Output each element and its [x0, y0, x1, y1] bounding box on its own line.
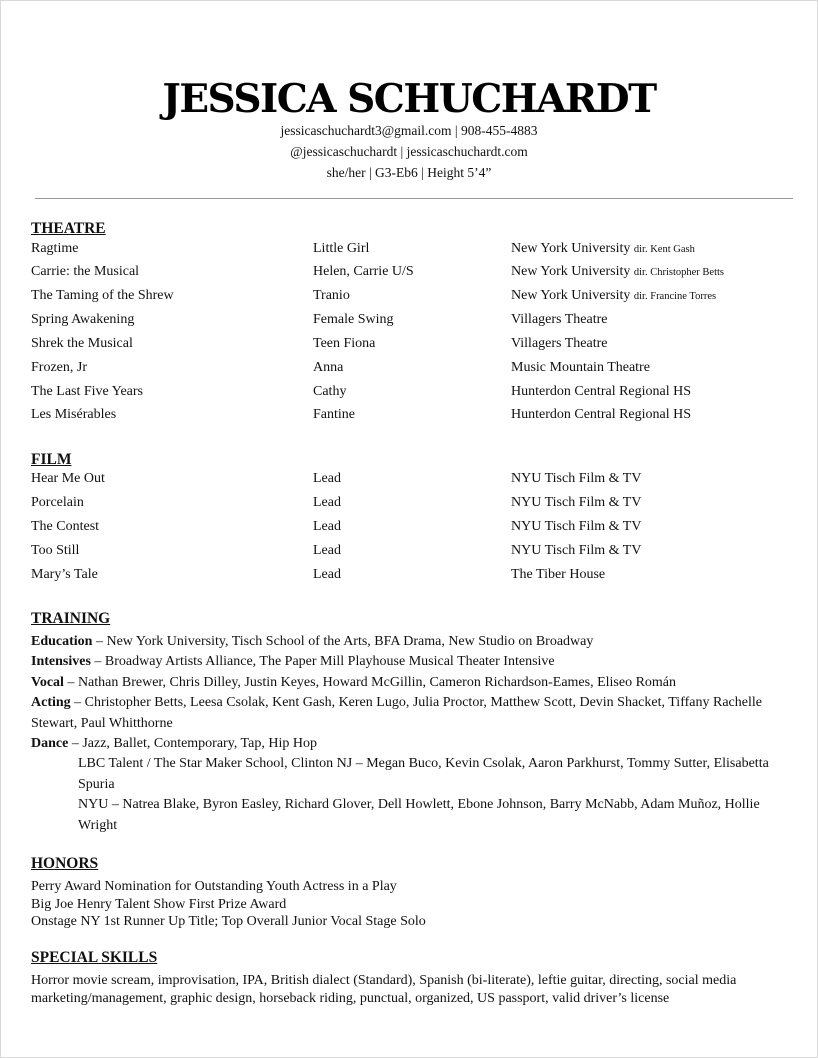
- venue: New York University dir. Christopher Betts: [511, 264, 725, 279]
- role: Anna: [313, 360, 344, 375]
- role: Little Girl: [313, 241, 370, 256]
- director: dir. Francine Torres: [633, 291, 717, 302]
- theatre-heading: THEATRE: [31, 220, 106, 237]
- film-title: Too Still: [31, 543, 80, 558]
- role: Lead: [313, 519, 341, 534]
- show-title: The Taming of the Shrew: [31, 288, 174, 303]
- venue: Hunterdon Central Regional HS: [511, 384, 692, 399]
- header-divider: [35, 198, 793, 199]
- film-title: The Contest: [31, 519, 100, 534]
- training-education: Education – New York University, Tisch School of the Arts, BFA Drama, New Studio on Broadway: [31, 634, 594, 649]
- training-block: [31, 632, 791, 836]
- training-vocal: Vocal – Nathan Brewer, Chris Dilley, Justin Keyes, Howard McGillin, Cameron Richardson-Eames, Eliseo Román: [31, 674, 677, 690]
- show-title: Spring Awakening: [31, 312, 135, 327]
- training-dance-nyu: NYU – Natrea Blake, Byron Easley, Richard Glover, Dell Howlett, Ebone Johnson, Barry McNabb, Adam Muñoz, Hollie Wright: [78, 797, 760, 833]
- film-row: [0, 495, 818, 515]
- film-row: [0, 543, 818, 563]
- training-heading: TRAINING: [31, 610, 111, 627]
- role: Teen Fiona: [313, 336, 376, 351]
- theatre-row: [0, 241, 818, 261]
- special-skills-text: Horror movie scream, improvisation, IPA, British dialect (Standard), Spanish (bi-literate), leftie guitar, directing, social media marketing/management, graphic design, horseback riding, punctual, organized, US passport, valid driver’s license: [31, 973, 737, 1006]
- resume-name: JESSICA SCHUCHARDT: [162, 76, 656, 122]
- theatre-row: [0, 336, 818, 356]
- show-title: Les Misérables: [31, 407, 117, 422]
- film-heading: FILM: [31, 451, 72, 468]
- film-row: [0, 519, 818, 539]
- show-title: Frozen, Jr: [31, 360, 87, 375]
- honor-item: Big Joe Henry Talent Show First Prize Award: [31, 896, 287, 912]
- director: dir. Christopher Betts: [633, 267, 725, 278]
- film-title: Mary’s Tale: [31, 567, 98, 582]
- role: Lead: [313, 495, 341, 510]
- honors-heading: HONORS: [31, 855, 99, 872]
- contact-social-website: @jessicaschuchardt | jessicaschuchardt.com: [290, 144, 528, 159]
- production: NYU Tisch Film & TV: [511, 543, 642, 558]
- film-row: [0, 471, 818, 491]
- role: Female Swing: [313, 312, 394, 327]
- venue: Villagers Theatre: [511, 312, 608, 327]
- role: Fantine: [313, 407, 355, 422]
- training-dance-studio: LBC Talent / The Star Maker School, Clinton NJ – Megan Buco, Kevin Csolak, Aaron Parkhurst, Tommy Sutter, Elisabetta Spuria: [78, 756, 769, 792]
- role: Helen, Carrie U/S: [313, 264, 414, 279]
- role: Lead: [313, 543, 341, 558]
- venue: New York University dir. Kent Gash: [511, 241, 695, 256]
- training-acting: Acting – Christopher Betts, Leesa Csolak, Kent Gash, Keren Lugo, Julia Proctor, Matthew Scott, Devin Shacket, Tiffany Rachelle Stewart, Paul Whitthorne: [31, 695, 762, 731]
- theatre-row: [0, 407, 818, 427]
- venue: Villagers Theatre: [511, 336, 608, 351]
- show-title: The Last Five Years: [31, 384, 143, 399]
- theatre-row: [0, 384, 818, 404]
- production: The Tiber House: [511, 567, 606, 582]
- role: Cathy: [313, 384, 347, 399]
- show-title: Carrie: the Musical: [31, 264, 140, 279]
- show-title: Ragtime: [31, 241, 79, 256]
- venue: New York University dir. Francine Torres: [511, 288, 717, 303]
- production: NYU Tisch Film & TV: [511, 519, 642, 534]
- film-title: Hear Me Out: [31, 471, 105, 486]
- honor-item: Onstage NY 1st Runner Up Title; Top Overall Junior Vocal Stage Solo: [31, 914, 426, 929]
- special-skills-heading: SPECIAL SKILLS: [31, 949, 158, 966]
- role: Lead: [313, 567, 341, 582]
- contact-email-phone: jessicaschuchardt3@gmail.com | 908-455-4883: [280, 123, 538, 138]
- production: NYU Tisch Film & TV: [511, 471, 642, 486]
- training-dance: Dance – Jazz, Ballet, Contemporary, Tap, Hip Hop: [31, 736, 317, 752]
- director: dir. Kent Gash: [633, 244, 695, 255]
- training-intensives: Intensives – Broadway Artists Alliance, The Paper Mill Playhouse Musical Theater Intensive: [31, 654, 555, 670]
- show-title: Shrek the Musical: [31, 336, 133, 351]
- venue: Music Mountain Theatre: [511, 360, 650, 375]
- theatre-row: [0, 288, 818, 308]
- film-row: [0, 567, 818, 587]
- venue: Hunterdon Central Regional HS: [511, 407, 692, 422]
- role: Tranio: [313, 288, 350, 303]
- theatre-row: [0, 264, 818, 284]
- film-title: Porcelain: [31, 495, 84, 510]
- role: Lead: [313, 471, 341, 486]
- honor-item: Perry Award Nomination for Outstanding Youth Actress in a Play: [31, 879, 397, 894]
- contact-pronouns-range-height: she/her | G3-Eb6 | Height 5’4”: [326, 165, 492, 180]
- production: NYU Tisch Film & TV: [511, 495, 642, 510]
- honors-list: [31, 878, 801, 931]
- theatre-row: [0, 312, 818, 332]
- theatre-row: [0, 360, 818, 380]
